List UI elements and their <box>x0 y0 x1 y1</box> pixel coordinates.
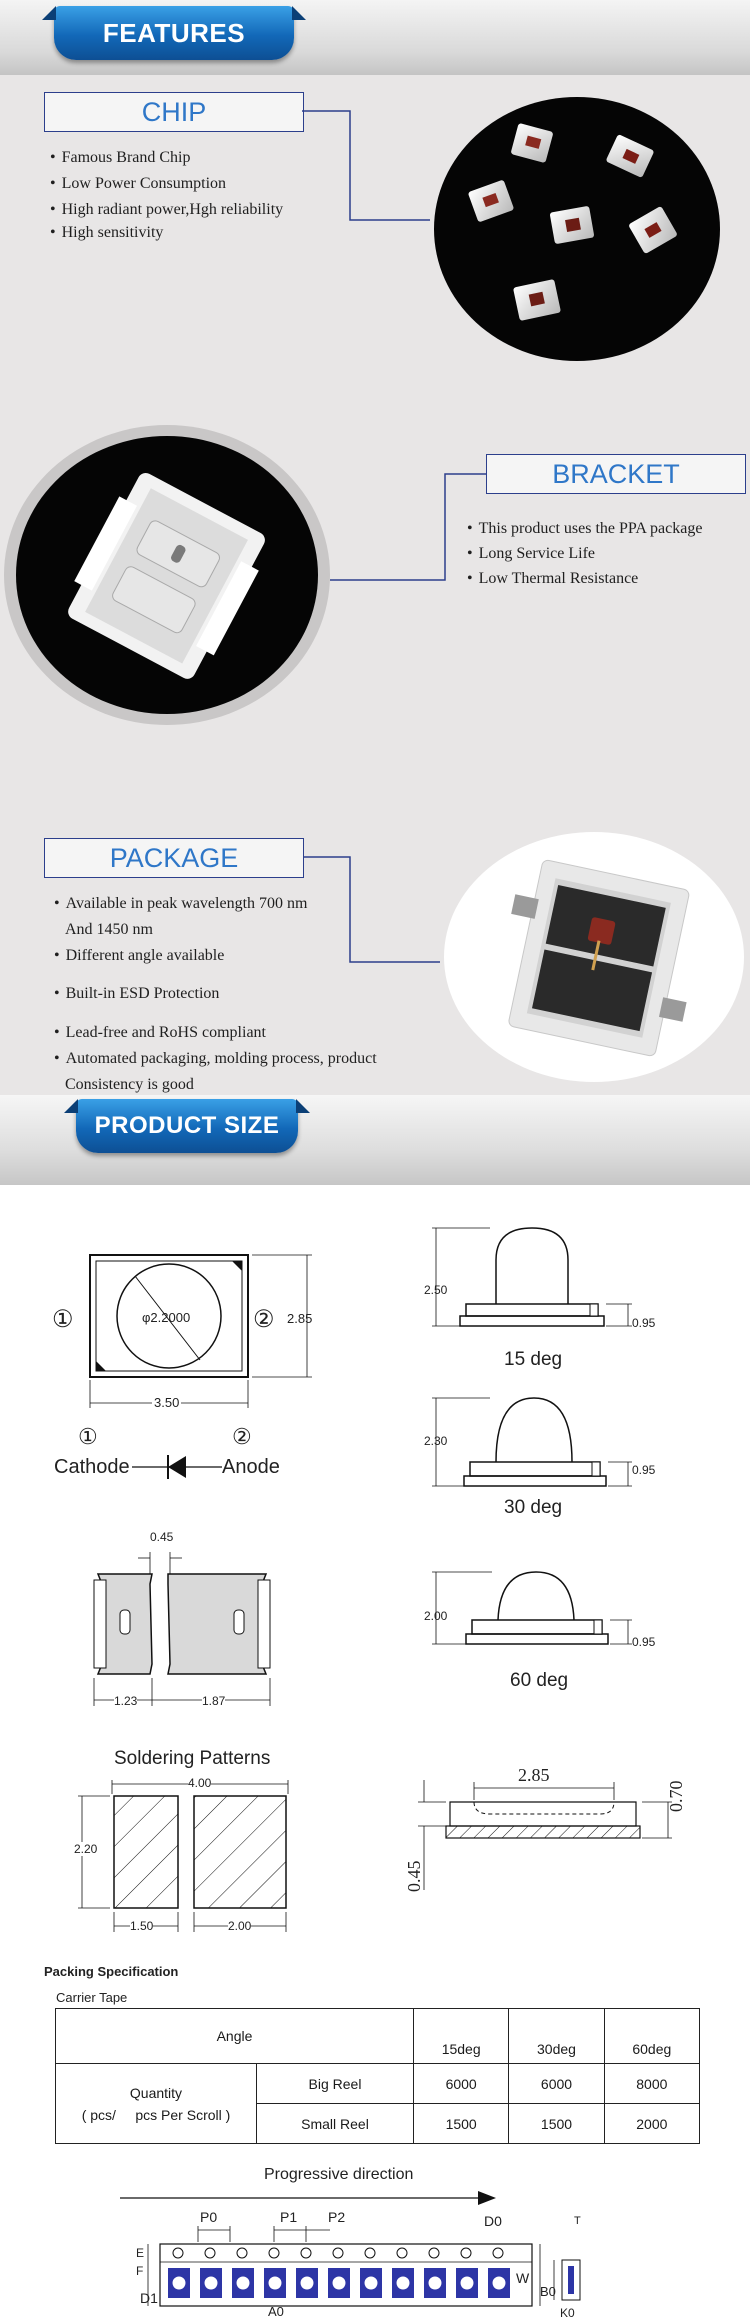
bottom-view-gap: 0.45 <box>150 1530 174 1544</box>
tape-label-t: T <box>574 2215 581 2227</box>
chip-bullet: • High radiant power,Hgh reliability <box>50 201 283 219</box>
packing-table <box>55 2008 700 2144</box>
tape-label-p1: P1 <box>280 2209 298 2225</box>
cathode-pin-marker: ① <box>78 1424 98 1449</box>
bottom-view-drawing <box>90 1540 290 1710</box>
soldering-left: 1.50 <box>130 1919 154 1933</box>
profile-width: 2.85 <box>518 1765 550 1785</box>
profile-left: 0.45 <box>404 1860 424 1892</box>
pin2-marker: ② <box>253 1306 275 1333</box>
packing-cell: 1500 <box>414 2104 509 2144</box>
package-bullet-cont: Consistency is good <box>65 1076 194 1093</box>
tape-label-a0: A0 <box>268 2304 284 2319</box>
packing-cell: 6000 <box>509 2064 604 2104</box>
package-bullet-cont: And 1450 nm <box>65 921 153 938</box>
package-bullet: • Different angle available <box>54 947 224 965</box>
side-60-height: 2.00 <box>424 1609 448 1623</box>
anode-pin-marker: ② <box>232 1424 252 1449</box>
tape-label-p2: P2 <box>328 2209 346 2225</box>
bracket-bullet: • Long Service Life <box>467 545 595 563</box>
tape-label-k0: K0 <box>560 2306 575 2320</box>
chip-bullet: • Famous Brand Chip <box>50 149 191 167</box>
top-view-width: 3.50 <box>154 1395 180 1410</box>
package-bullet: • Available in peak wavelength 700 nm <box>54 895 307 913</box>
bracket-bullet: • Low Thermal Resistance <box>467 570 638 588</box>
side-15-label: 15 deg <box>504 1349 563 1370</box>
tape-label-e: E <box>136 2246 145 2260</box>
soldering-total: 4.00 <box>188 1776 212 1790</box>
tape-label-d1: D1 <box>140 2290 158 2306</box>
packing-angle-label: Angle <box>216 2028 253 2044</box>
soldering-right: 2.00 <box>228 1919 252 1933</box>
package-bullet: • Automated packaging, molding process, product <box>54 1050 377 1068</box>
chip-bullet: • Low Power Consumption <box>50 175 226 193</box>
profile-right: 0.70 <box>666 1780 686 1812</box>
side-60-base: 0.95 <box>632 1635 656 1649</box>
top-view-diameter: φ2.2000 <box>142 1310 191 1325</box>
anode-label: Anode <box>222 1456 280 1478</box>
diode-symbol <box>132 1452 222 1482</box>
side-60-label: 60 deg <box>510 1670 569 1691</box>
package-bullet: • Lead-free and RoHS compliant <box>54 1024 266 1042</box>
packing-col-header: 15deg <box>414 2009 509 2064</box>
bottom-view-left: 1.23 <box>114 1694 138 1708</box>
table-row <box>56 2064 700 2104</box>
bottom-view-right: 1.87 <box>202 1694 226 1708</box>
cathode-label: Cathode <box>54 1456 130 1478</box>
packing-row-label: Small Reel <box>257 2104 414 2144</box>
packing-angle-header <box>56 2009 414 2064</box>
progressive-direction-label: Progressive direction <box>264 2166 414 2183</box>
packing-unit-label: ( pcs/ pcs Per Scroll ) <box>81 2106 231 2123</box>
tape-label-p0: P0 <box>200 2209 218 2225</box>
packing-col-header: 30deg <box>509 2009 604 2064</box>
package-title: PACKAGE <box>44 838 304 878</box>
side-view-30deg <box>420 1390 650 1500</box>
chip-title: CHIP <box>44 92 304 132</box>
soldering-title: Soldering Patterns <box>114 1748 271 1769</box>
side-30-base: 0.95 <box>632 1463 656 1477</box>
packing-subtitle: Carrier Tape <box>56 1990 128 2005</box>
carrier-tape-drawing <box>130 2206 590 2322</box>
tape-label-d0: D0 <box>484 2213 502 2229</box>
packing-quantity-label: Quantity <box>129 2084 183 2101</box>
tape-label-f: F <box>136 2264 144 2278</box>
side-30-height: 2.30 <box>424 1434 448 1448</box>
packing-quantity-cell <box>56 2064 257 2144</box>
packing-title: Packing Specification <box>44 1964 179 1979</box>
side-15-base: 0.95 <box>632 1316 656 1330</box>
chip-bullet: • High sensitivity <box>50 224 163 242</box>
bracket-title: BRACKET <box>486 454 746 494</box>
packing-col-header: 60deg <box>604 2009 699 2064</box>
tape-label-w: W <box>516 2270 530 2286</box>
pin1-marker: ① <box>52 1306 74 1333</box>
package-bullet: • Built-in ESD Protection <box>54 985 219 1003</box>
package-photo <box>444 832 744 1082</box>
packing-cell: 6000 <box>414 2064 509 2104</box>
direction-arrow <box>120 2188 500 2208</box>
top-view-height: 2.85 <box>287 1311 313 1326</box>
packing-cell: 2000 <box>604 2104 699 2144</box>
side-view-60deg <box>420 1562 650 1672</box>
bracket-bullet: • This product uses the PPA package <box>467 520 702 538</box>
packing-row-label: Big Reel <box>257 2064 414 2104</box>
soldering-height: 2.20 <box>74 1842 98 1856</box>
bracket-photo <box>16 436 318 714</box>
profile-drawing <box>410 1760 710 1910</box>
features-banner-title: FEATURES <box>54 6 294 60</box>
packing-cell: 1500 <box>509 2104 604 2144</box>
side-view-15deg <box>420 1222 650 1332</box>
chip-photo <box>434 97 720 361</box>
packing-cell: 8000 <box>604 2064 699 2104</box>
tape-label-b0: B0 <box>540 2284 556 2299</box>
side-30-label: 30 deg <box>504 1497 563 1518</box>
side-15-height: 2.50 <box>424 1283 448 1297</box>
soldering-pattern-drawing <box>60 1776 300 1936</box>
product-size-banner-title: PRODUCT SIZE <box>76 1099 298 1153</box>
